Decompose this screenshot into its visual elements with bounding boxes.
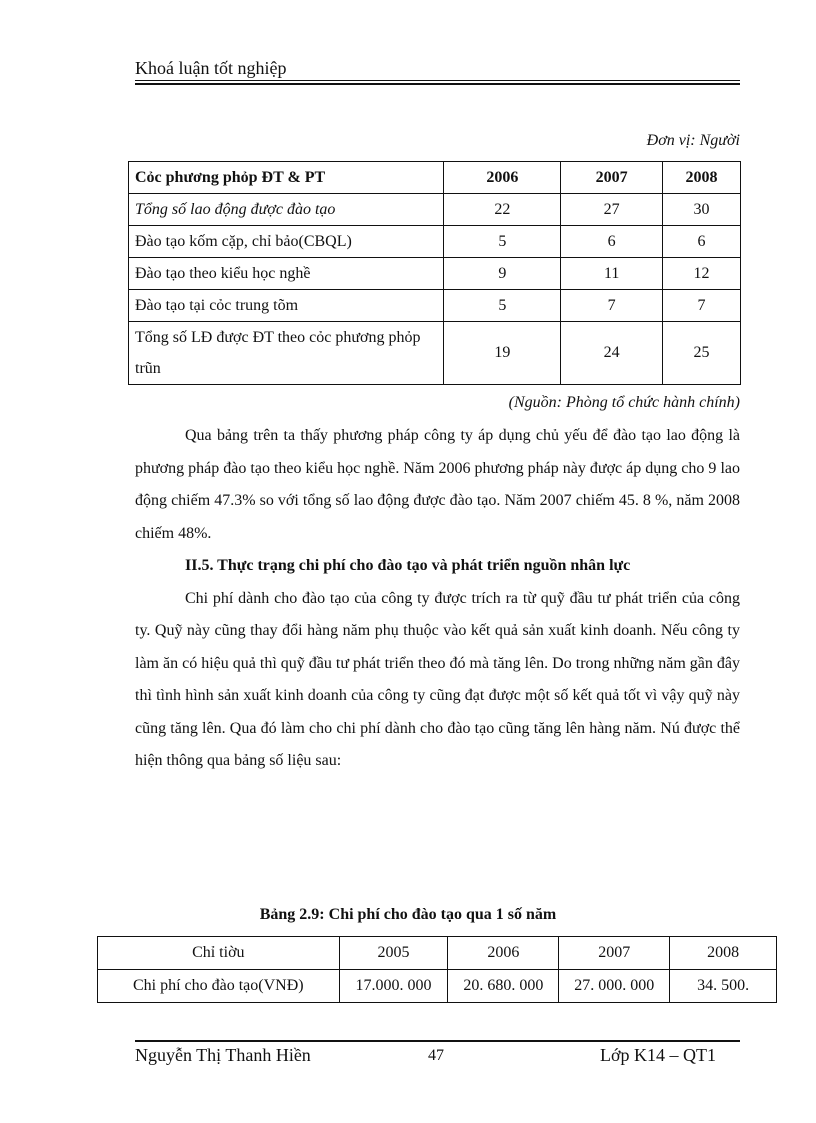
cell-value: 5 xyxy=(444,226,561,258)
table-row xyxy=(129,258,741,290)
column-header-2007: 2007 xyxy=(561,162,663,194)
training-cost-table xyxy=(97,936,777,1003)
footer-class: Lớp K14 – QT1 xyxy=(600,1045,717,1065)
table-row xyxy=(129,194,741,226)
row-label: Đào tạo kốm cặp, chỉ bảo(CBQL) xyxy=(129,226,444,258)
column-header-2006: 2006 xyxy=(444,162,561,194)
table-header-row xyxy=(129,162,741,194)
table-row xyxy=(129,322,741,385)
table-header-row xyxy=(98,937,777,970)
column-header-2008: 2008 xyxy=(663,162,741,194)
column-header-method: Cỏc phương phỏp ĐT & PT xyxy=(129,162,444,194)
body-text xyxy=(135,420,740,778)
header-divider-thick xyxy=(135,83,740,85)
table-row xyxy=(129,290,741,322)
table-row xyxy=(129,226,741,258)
cell-value: 27 xyxy=(561,194,663,226)
training-methods-table xyxy=(128,161,741,385)
cell-value: 12 xyxy=(663,258,741,290)
unit-note: Đơn vị: Người xyxy=(646,132,740,149)
paragraph: Qua bảng trên ta thấy phương pháp công ty áp dụng chủ yếu để đào tạo lao động là phương pháp đào tạo theo kiểu học nghề. Năm 2006 phương pháp này được áp dụng cho 9 lao động chiếm 47.3% so với tổng số lao động được đào tạo. Năm 2007 chiếm 45. 8 %, năm 2008 chiếm 48%. xyxy=(135,427,740,542)
section-heading: II.5. Thực trạng chi phí cho đào tạo và phát triển nguồn nhân lực xyxy=(185,557,631,574)
cell-value: 7 xyxy=(561,290,663,322)
cell-value: 6 xyxy=(561,226,663,258)
cell-value: 6 xyxy=(663,226,741,258)
column-header-indicator: Chỉ tiờu xyxy=(98,937,340,970)
cell-value: 25 xyxy=(663,322,741,385)
row-label: Đào tạo tại cỏc trung tõm xyxy=(129,290,444,322)
cell-value: 22 xyxy=(444,194,561,226)
column-header-2007: 2007 xyxy=(559,937,670,970)
cell-value: 17.000. 000 xyxy=(339,970,448,1003)
table-row xyxy=(98,970,777,1003)
cell-value: 9 xyxy=(444,258,561,290)
table-caption: Bảng 2.9: Chi phí cho đào tạo qua 1 số năm xyxy=(259,906,557,923)
row-label: Chi phí cho đào tạo(VNĐ) xyxy=(98,970,340,1003)
row-label: Tổng số LĐ được ĐT theo cỏc phương phỏp trũn xyxy=(129,322,444,385)
column-header-2005: 2005 xyxy=(339,937,448,970)
cell-value: 19 xyxy=(444,322,561,385)
footer-author: Nguyễn Thị Thanh Hiền xyxy=(135,1045,311,1065)
cell-value: 27. 000. 000 xyxy=(559,970,670,1003)
header-title: Khoá luận tốt nghiệp xyxy=(135,58,287,78)
footer-divider xyxy=(135,1040,740,1042)
column-header-2008: 2008 xyxy=(670,937,777,970)
row-label: Đào tạo theo kiểu học nghề xyxy=(129,258,444,290)
cell-value: 7 xyxy=(663,290,741,322)
cell-value: 30 xyxy=(663,194,741,226)
paragraph: Chi phí dành cho đào tạo của công ty được trích ra từ quỹ đầu tư phát triển của công ty. Quỹ này cũng thay đổi hàng năm phụ thuộc vào kết quả sản xuất kinh doanh. Nếu công ty làm ăn có hiệu quả thì quỹ đầu tư phát triển theo đó mà tăng lên. Do trong những năm gần đây thì tình hình sản xuất kinh doanh của công ty cũng đạt được một số kết quả tốt vì vậy quỹ này cũng tăng lên. Qua đó làm cho chi phí dành cho đào tạo cũng tăng lên hàng năm. Nú được thể hiện thông qua bảng số liệu sau: xyxy=(135,589,740,769)
row-label: Tổng số lao động được đào tạo xyxy=(129,194,444,226)
cell-value: 24 xyxy=(561,322,663,385)
cell-value: 20. 680. 000 xyxy=(448,970,559,1003)
column-header-2006: 2006 xyxy=(448,937,559,970)
cell-value: 34. 500. xyxy=(670,970,777,1003)
page-number: 47 xyxy=(428,1047,444,1064)
cell-value: 5 xyxy=(444,290,561,322)
header-divider xyxy=(135,80,740,81)
source-note: (Nguồn: Phòng tổ chức hành chính) xyxy=(508,394,740,411)
cell-value: 11 xyxy=(561,258,663,290)
